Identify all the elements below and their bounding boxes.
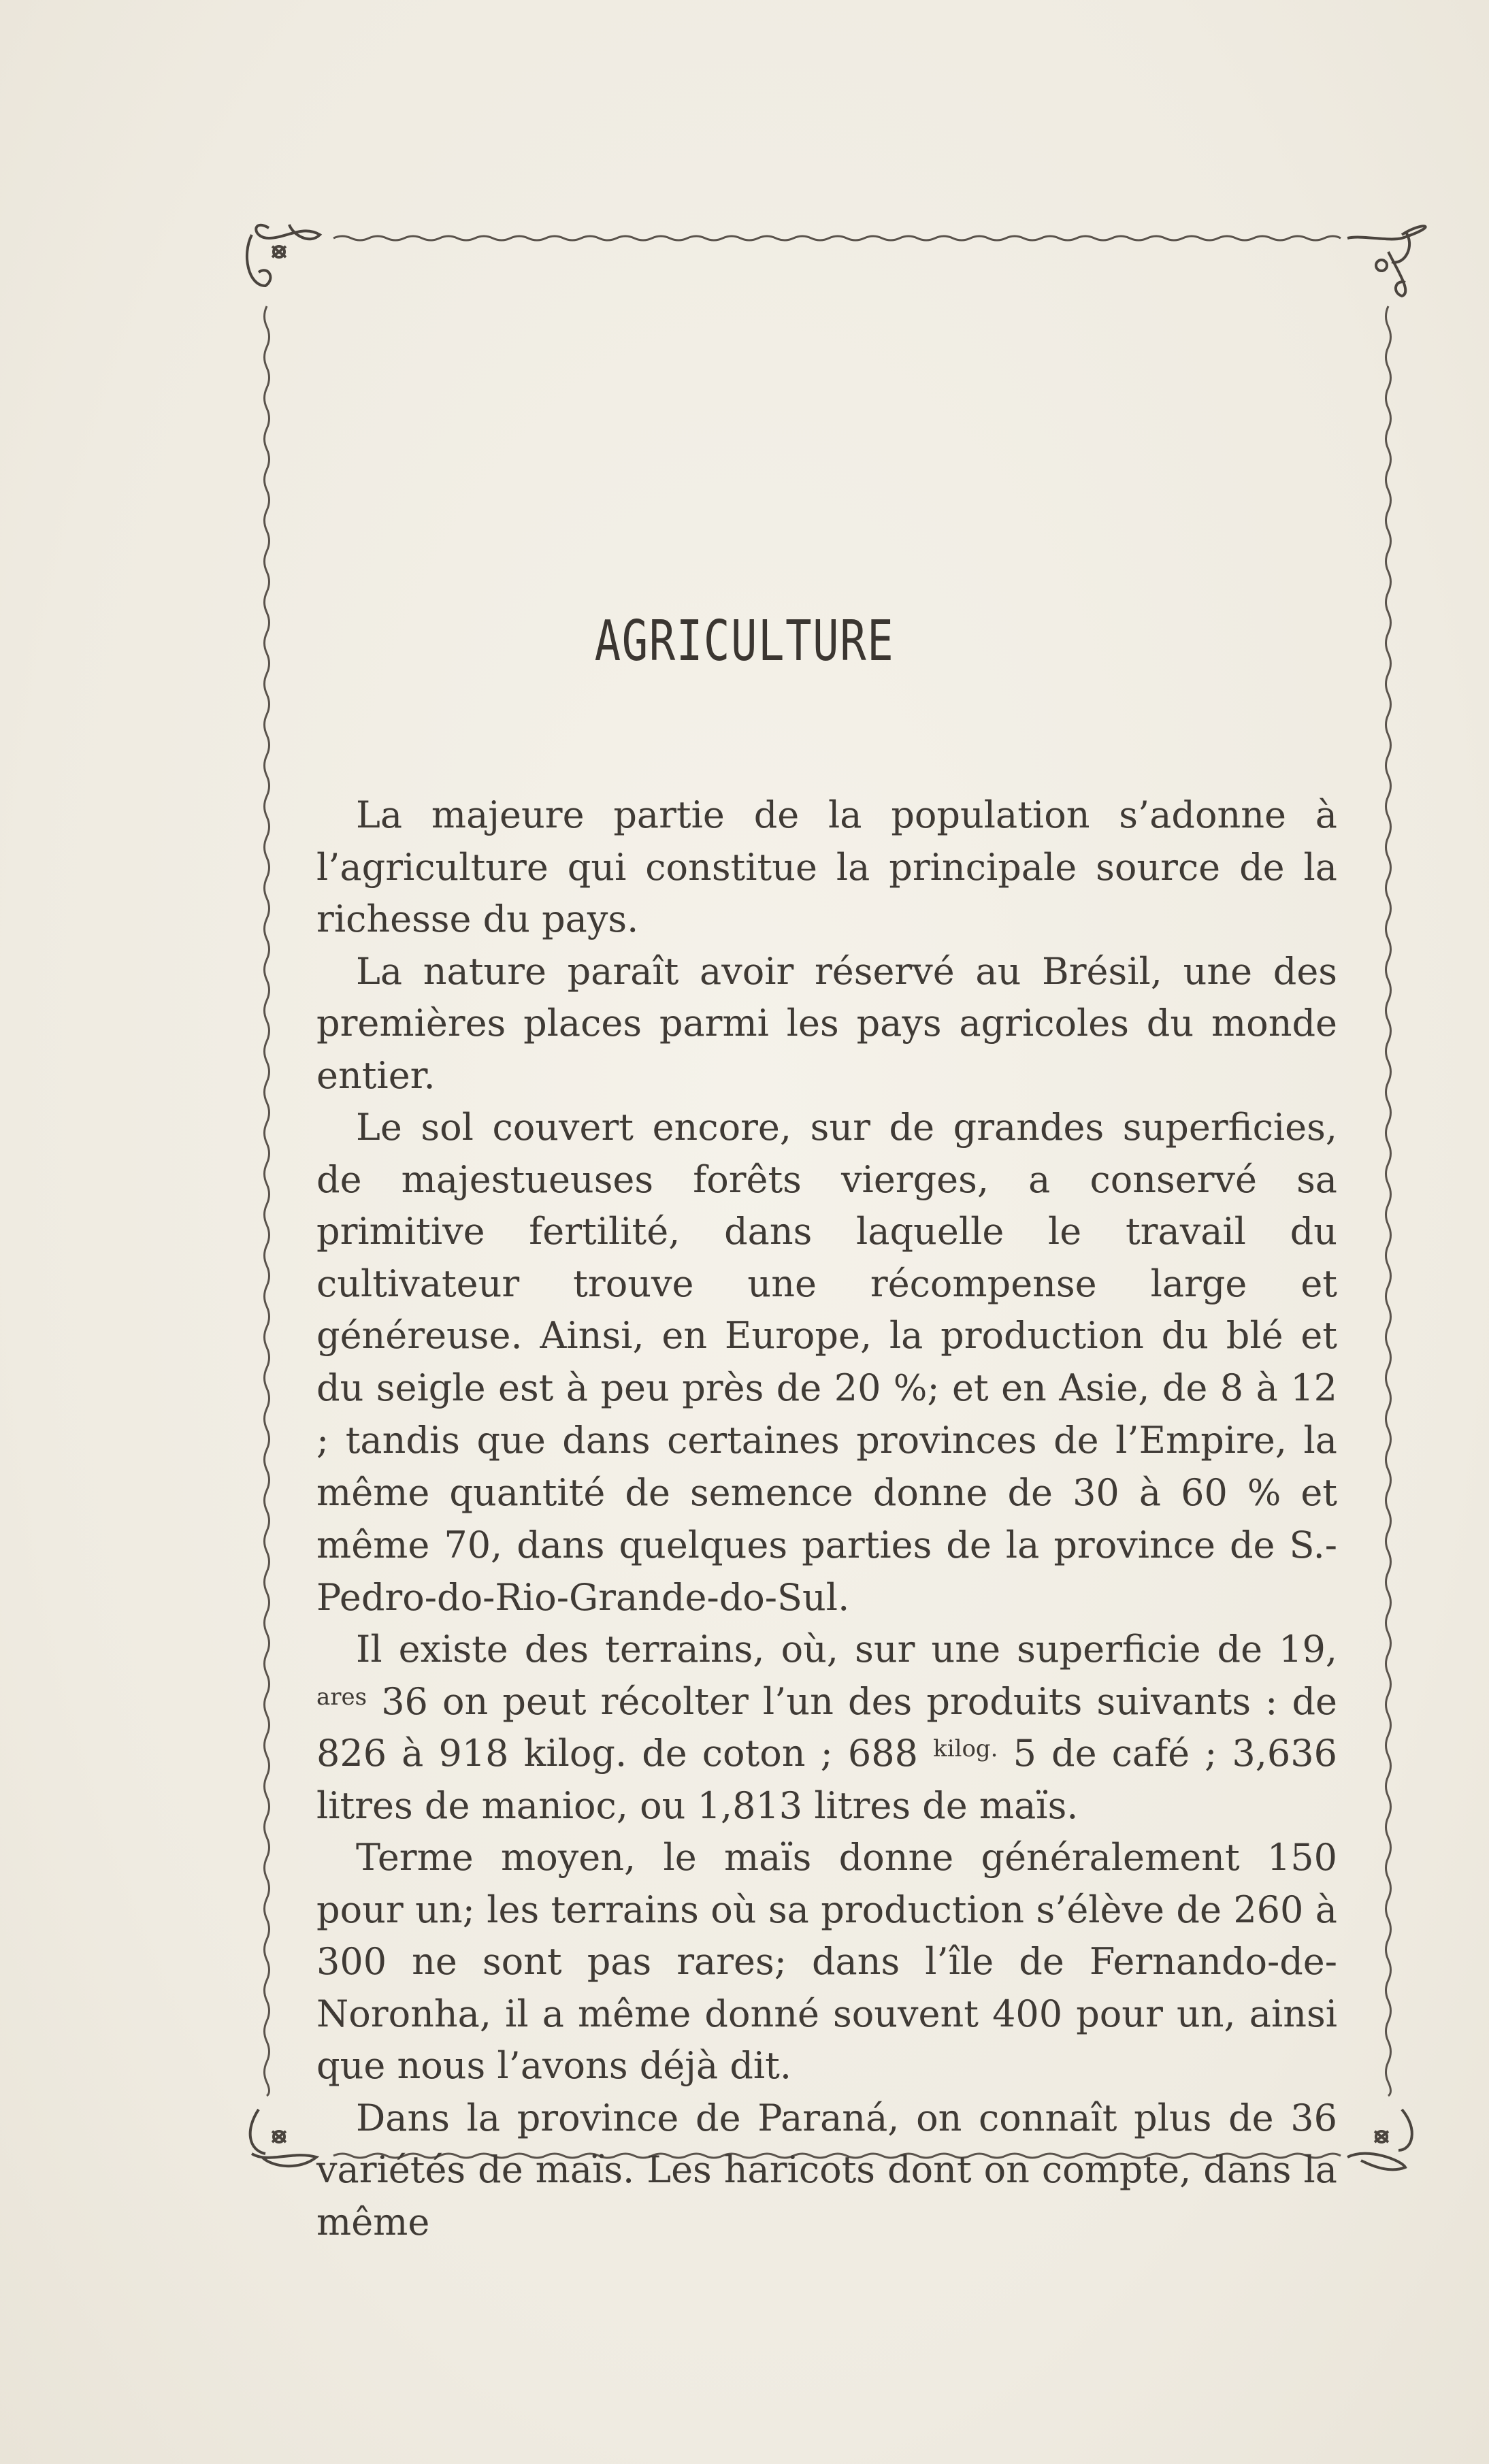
paragraph: Dans la province de Paraná, on connaît plus de 36 variétés de maïs. Les haricots dont on compte, dans la même [316,2096,1337,2244]
body-text [316,789,1337,2248]
percent-sign: % [1247,1473,1281,1514]
superscript: kilog. [933,1735,998,1762]
superscript: ares [316,1683,367,1711]
corner-ornament-top-left [247,225,320,286]
percent-sign: % [893,1368,928,1409]
paragraph: Il existe des terrains, où, sur une superficie de 19, $^{ares}$ 36 on peut récolter l’un des produits suivants : de 826 à 918 kilog. de coton ; 688 $^{kilog.}$ 5 de café ; 3,636 litres de manioc, ou 1,813 litres de maïs. [316,1628,1337,1827]
paragraph: Le sol couvert encore, sur de grandes superficies, de majestueuses forêts vierges, a conservé sa primitive fertilité, dans laquelle le travail du cultivateur trouve une récompense large et généreuse. Ainsi, en Europe, la production du blé et du seigle est à peu près de 20 %; et en Asie, de 8 à 12 ; tandis que dans certaines provinces de l’Empire, la même quantité de semence donne de 30 à 60 % et même 70, dans quelques parties de la province de S.-Pedro-do-Rio-Grande-do-Sul. [316,1106,1337,1619]
paragraph: Terme moyen, le maïs donne généralement 150 pour un; les terrains où sa production s’élève de 260 à 300 ne sont pas rares; dans l’île de Fernando-de-Noronha, il a même donné souvent 400 pour un, ainsi que nous l’avons déjà dit. [316,1836,1337,2087]
paragraph: La majeure partie de la population s’adonne à l’agriculture qui constitue la principale source de la richesse du pays. [316,793,1337,940]
corner-ornament-bottom-right [1347,2109,1412,2169]
corner-ornament-bottom-left [250,2109,316,2166]
paragraph: La nature paraît avoir réservé au Brésil, une des premières places parmi les pays agricoles du monde entier. [316,949,1337,1097]
page-title: AGRICULTURE [594,609,895,674]
corner-ornament-top-right [1347,226,1426,296]
